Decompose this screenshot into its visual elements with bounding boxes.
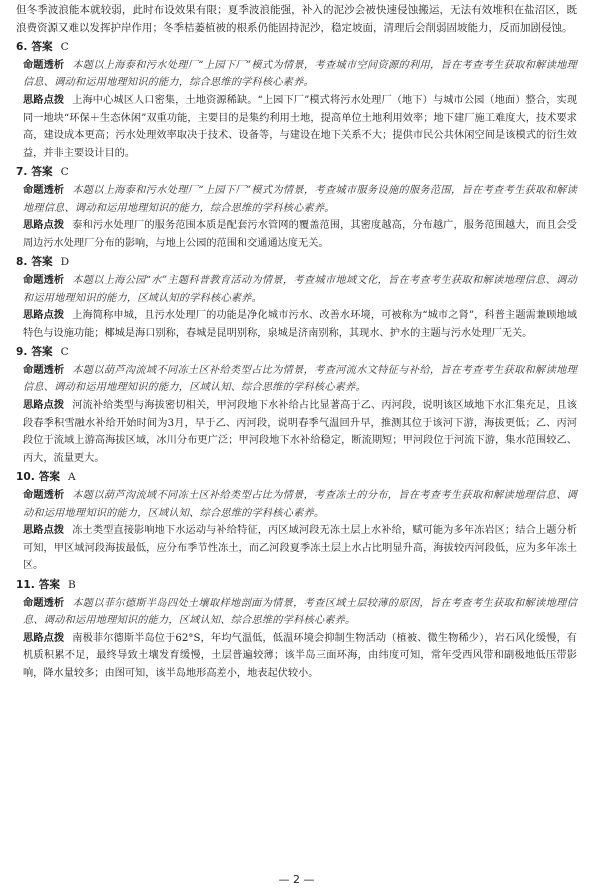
- solution-text: 南极菲尔德斯半岛位于62°S，年均气温低，低温环境会抑制生物活动（植被、微生物稀少），岩石风化缓慢，有机质积累不足，最终导致土壤发育缓慢，土层普遍较薄；该半岛三面环海，由纬度可知，常年受西风带和副极地低压带影响，降水量较多；由图可知，该半岛地形高差小，地表起伏较小。: [23, 632, 577, 679]
- solution-block: [16, 630, 577, 683]
- question-list: [16, 39, 577, 682]
- question-number: 6.: [16, 41, 28, 54]
- question-block: [16, 254, 577, 342]
- answer-label: 答案: [31, 166, 53, 179]
- intro-block: [16, 487, 577, 522]
- solution-block: [16, 397, 577, 467]
- question-number: 8.: [16, 256, 28, 269]
- answer-heading: [16, 469, 577, 487]
- answer-label: 答案: [38, 579, 60, 591]
- answer-heading: [16, 344, 577, 362]
- question-number: 9.: [16, 346, 28, 359]
- answer-label: 答案: [31, 41, 53, 54]
- page-number: — 2 —: [278, 873, 315, 886]
- intro-label: 命题透析: [23, 364, 65, 376]
- solution-text: 冻土类型直接影响地下水运动与补给特征，丙区域河段无冻土层上水补给，赋可能为多年冻岩区；结合上题分析可知，甲区域河段海拔最低，应分布季节性冻土，而乙河段夏季冻土层上水占比明显升高，海拔较丙河段低，应为多年冻土区。: [23, 525, 577, 572]
- answer-letter: D: [60, 256, 70, 269]
- answer-heading: [16, 39, 577, 57]
- solution-label: 思路点拨: [23, 220, 65, 232]
- intro-text: 本题以葫芦沟流域不同冻土区补给类型占比为情景，考查河流水文特征与补给，旨在考查考生获取和解读地理信息、调动和运用地理知识的能力，区域认知、综合思维的学科核心素养。: [23, 364, 577, 394]
- answer-letter: C: [60, 41, 69, 54]
- intro-label: 命题透析: [23, 597, 65, 609]
- question-block: [16, 164, 577, 252]
- intro-label: 命题透析: [23, 59, 65, 71]
- intro-text: 本题以葫芦沟流域不同冻土区补给类型占比为情景，考查冻土的分布，旨在考查考生获取和解读地理信息、调动和运用地理知识的能力，区域认知、综合思维的学科核心素养。: [23, 490, 577, 519]
- question-number: 10.: [16, 471, 35, 484]
- intro-block: [16, 362, 577, 397]
- intro-label: 命题透析: [23, 184, 65, 196]
- solution-label: 思路点拨: [23, 400, 65, 412]
- question-block: [16, 469, 577, 575]
- answer-letter: B: [67, 579, 76, 591]
- solution-label: 思路点拨: [23, 525, 65, 537]
- question-block: [16, 577, 577, 683]
- question-block: [16, 39, 577, 162]
- intro-paragraph: 但冬季波浪能本就较弱，此时布设效果有限；夏季波浪能强，补入的泥沙会被快速侵蚀搬运，无法有效堆积在盐沼区，既浪费资源又难以发挥护岸作用；冬季桔萎植被的根系仍能固持泥沙，稳定坡面，清理后会削弱固坡能力，反而加剧侵蚀。: [16, 4, 577, 34]
- answer-letter: C: [60, 346, 69, 359]
- solution-label: 思路点拨: [23, 632, 65, 644]
- answer-label: 答案: [31, 256, 53, 269]
- intro-block: [16, 57, 577, 92]
- intro-text: 本题以上海公园“水”主题科普教育活动为情景，考查城市地域文化，旨在考查考生获取和解读地理信息、调动和运用地理知识的能力，区域认知的学科核心素养。: [23, 274, 577, 304]
- answer-label: 答案: [31, 346, 53, 359]
- intro-block: [16, 595, 577, 630]
- solution-label: 思路点拨: [23, 94, 65, 106]
- solution-block: [16, 217, 577, 252]
- intro-label: 命题透析: [23, 274, 65, 286]
- intro-text: 本题以上海泰和污水处理厂“上园下厂”模式为情景，考查城市空间资源的利用，旨在考查考生获取和解读地理信息、调动和运用地理知识的能力，综合思维的学科核心素养。: [23, 59, 577, 89]
- solution-text: 泰和污水处理厂的服务范围本质是配套污水管网的覆盖范围，其密度越高，分布越广，服务范围越大，而且会受周边污水处理厂分布的影响，与地上公园的范围和交通通达度无关。: [23, 220, 577, 249]
- answer-heading: [16, 254, 577, 272]
- answer-heading: [16, 577, 577, 595]
- solution-block: [16, 92, 577, 162]
- intro-label: 命题透析: [23, 490, 65, 502]
- solution-block: [16, 307, 577, 342]
- intro-block: [16, 272, 577, 307]
- intro-text: 本题以菲尔德斯半岛四处土壤取样地剖面为情景，考查区域土层较薄的原因，旨在考查考生获取和解读地理信息、调动和运用地理知识的能力，区域认知、综合思维的学科核心素养。: [23, 597, 577, 627]
- intro-block: [16, 182, 577, 217]
- question-number: 11.: [16, 579, 35, 591]
- answer-label: 答案: [38, 471, 60, 484]
- answer-letter: A: [67, 471, 76, 484]
- question-block: [16, 344, 577, 467]
- solution-block: [16, 522, 577, 575]
- answer-letter: C: [60, 166, 69, 179]
- intro-text: 本题以上海泰和污水处理厂“上园下厂”模式为情景，考查城市服务设施的服务范围，旨在考查考生获取和解读地理信息、调动和运用地理知识的能力，综合思维的学科核心素养。: [23, 184, 577, 214]
- solution-label: 思路点拨: [23, 310, 65, 322]
- solution-text: 上海简称申城，且污水处理厂的功能是净化城市污水、改善水环境，可被称为“城市之肾”，科普主题需兼顾地域特色与设施功能；椰城是海口别称，春城是昆明别称，泉城是济南别称，其现水、护水的主题与污水处理厂无关。: [23, 310, 578, 339]
- solution-text: 上海中心城区人口密集，土地资源稀缺。“上园下厂”模式将污水处理厂（地下）与城市公园（地面）整合，实现同一地块“环保＋生态休闲”双重功能，主要目的是集约利用土地，提高单位土地利用效率；地下建厂施工难度大，技术要求高，建设成本更高；污水处理效率取决于技术、设备等，与建设在地下关系不大；提供市民公共休闲空间是该模式的衍生效益，并非主要设计目的。: [23, 94, 578, 159]
- solution-text: 河流补给类型与海拔密切相关，甲河段地下水补给占比显著高于乙、丙河段，说明该区域地下水汇集充足，且该段春季积雪融水补给开始时间为3月，早于乙、丙河段，说明春季气温回升早，推测其位于该河下游，海拔更低；乙、丙河段位于流域上游高海拔区域，冰川分布更广泛；甲河段地下水补给稳定，断流期短；甲河段位于河流下游，集水范围较乙、丙大，流量更大。: [23, 400, 577, 464]
- question-number: 7.: [16, 166, 28, 179]
- answer-heading: [16, 164, 577, 182]
